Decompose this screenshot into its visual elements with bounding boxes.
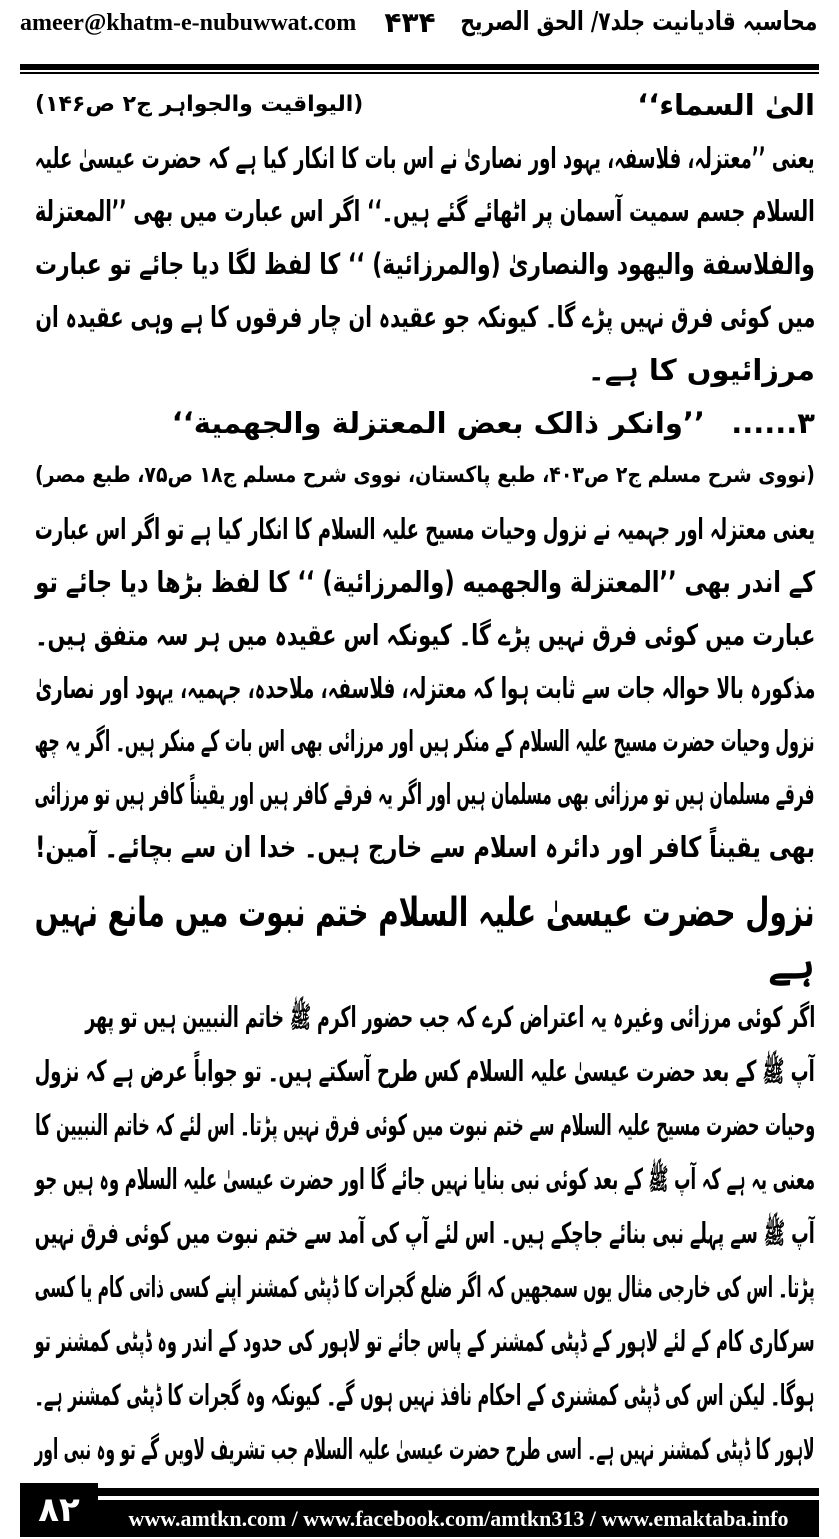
line-text: فرقے مسلمان ہیں تو مرزائی بھی مسلمان ہیں اور اگر یہ فرقے کافر ہیں اور یقیناً کافر ہیں تو مرزائی [35,777,815,811]
text-line [35,345,815,395]
line-text: یعنی ’’معتزلہ، فلاسفہ، یہود اور نصاریٰ نے اس بات کا انکار کیا ہے کہ حضرت عیسیٰ علیہ [35,141,815,175]
header-email: ameer@khatm-e-nubuwwat.com [20,10,357,36]
item-3 [35,398,815,448]
citation [35,451,815,501]
section-heading-cont [35,940,815,990]
text-line [35,769,815,819]
header-email-slot [20,6,365,46]
line-text: پڑتا۔ اس کی خارجی مثال یوں سمجھیں کہ اگر ضلع گجرات کا ڈپٹی کمشنر اپنے کسی ذاتی کام یا کسی [35,1270,815,1304]
line-text: بھی یقیناً کافر اور دائرہ اسلام سے خارج ہیں۔ خدا ان سے بچائے۔ آمین! [35,830,815,864]
footer-page-number: ۸۲ [20,1483,98,1537]
heading-text: ہے [768,942,815,988]
header-book-title-slot [460,6,817,46]
text-line [35,239,815,289]
text-line [85,992,815,1042]
line-text: معنی یہ ہے کہ آپ ﷺ کے بعد کوئی نبی بنایا نہیں جائے گا اور حضرت عیسیٰ علیہ السلام وہ ہیں جو [35,1162,815,1196]
footer-rule [98,1488,819,1496]
line-text: (نووی شرح مسلم ج۲ ص۴۰۳، طبع پاکستان، نووی شرح مسلم ج۱۸ ص۷۵، طبع مصر) [35,463,815,488]
text-line [35,80,815,130]
text-line [35,292,815,342]
text-line [35,186,815,236]
header-rule [20,64,819,70]
line-text: عبارت میں کوئی فرق نہیں پڑے گا۔ کیونکہ اس عقیدہ میں ہر سہ متفق ہیں۔ [35,618,815,652]
line-text: کے اندر بھی ’’المعتزلة والجهمیه (والمرزائیة) ‘‘ کا لفظ بڑھا دیا جائے تو [35,565,815,599]
text-line [35,504,815,554]
citation: (الیواقیت والجواہر ج۲ ص۱۴۶) [35,92,364,117]
item-number: ۳...... [731,406,815,440]
line-text: نزول وحیات حضرت مسیح علیہ السلام کے منکر ہیں اور مرزائی بھی اس بات کے منکر ہیں۔ اگر یہ چھ [35,724,815,758]
text-line [35,663,815,713]
text-line [35,1316,815,1366]
text-line [35,1424,815,1474]
line-text: آپ ﷺ کے بعد حضرت عیسیٰ علیہ السلام کس طرح آسکتے ہیں۔ تو جواباً عرض ہے کہ نزول [35,1054,815,1088]
line-text: آپ ﷺ سے پہلے نبی بنائے جاچکے ہیں۔ اس لئے آپ کی آمد سے ختم نبوت میں کوئی فرق نہیں [34,1216,815,1250]
line-text: والفلاسفة والیهود والنصاریٰ (والمرزائیة) ‘‘ کا لفظ لگا دیا جائے تو عبارت [35,247,815,281]
line-text: ہوگا۔ لیکن اس کی ڈپٹی کمشنری کے احکام نافذ نہیں ہوں گے۔ کیونکہ وہ گجرات کا ڈپٹی کمشنر ہے۔ [35,1378,815,1412]
line-text: سرکاری کام کے لئے لاہور کے ڈپٹی کمشنر کے پاس جائے تو لاہور کی حدود کے اندر وہ ڈپٹی کمشنر تو [35,1324,815,1358]
section-heading [35,878,815,948]
line-text: وحیات حضرت مسیح علیہ السلام سے ختم نبوت میں کوئی فرق نہیں پڑتا۔ اس لئے کہ خاتم النبیین کا [35,1108,815,1142]
line-text: میں کوئی فرق نہیں پڑے گا۔ کیونکہ جو عقیدہ ان چار فرقوں کا ہے وہی عقیدہ ان [35,300,815,334]
line-text: مذکورہ بالا حوالہ جات سے ثابت ہوا کہ معتزلہ، فلاسفہ، ملاحدہ، جہمیہ، یہود اور نصاریٰ [35,671,815,705]
line-text: مرزائیوں کا ہے۔ [587,353,815,387]
text-line [35,822,815,872]
line-text: یعنی معتزلہ اور جہمیہ نے نزول وحیات مسیح علیہ السلام کا انکار کیا ہے تو اگر اس عبارت [34,512,815,546]
text-line [35,1154,815,1204]
line-text: اگر کوئی مرزائی وغیرہ یہ اعتراض کرے کہ جب حضور اکرم ﷺ خاتم النبیین ہیں تو پھر [85,1000,815,1034]
line-text: لاہور کا ڈپٹی کمشنر نہیں ہے۔ اسی طرح حضرت عیسیٰ علیہ السلام جب تشریف لاویں گے تو وہ نبی اور [35,1432,815,1466]
header-page-number: ۴۳۴ [384,6,436,39]
heading-text: نزول حضرت عیسیٰ علیہ السلام ختم نبوت میں مانع نہیں [35,890,815,936]
text-line [35,610,815,660]
header-rule-thin [20,72,819,74]
text-line [35,1262,815,1312]
quote-text: ’’وانکر ذالک بعض المعتزلة والجهمیة‘‘ [171,406,705,440]
text-line [35,557,815,607]
text-line [35,716,815,766]
text-line [35,1100,815,1150]
quote-text: الیٰ السماء‘‘ [637,88,815,122]
header-book-title: محاسبہ قادیانیت جلد۷/ الحق الصریح [460,7,817,37]
text-line [35,133,815,183]
line-text: السلام جسم سمیت آسمان پر اٹھائے گئے ہیں۔‘‘ اگر اس عبارت میں بھی ’’المعتزلة [35,194,815,228]
text-line [35,1208,815,1258]
text-line [35,1046,815,1096]
text-line [35,1370,815,1420]
footer-links: www.amtkn.com / www.facebook.com/amtkn313 / www.emaktaba.info [98,1500,819,1537]
